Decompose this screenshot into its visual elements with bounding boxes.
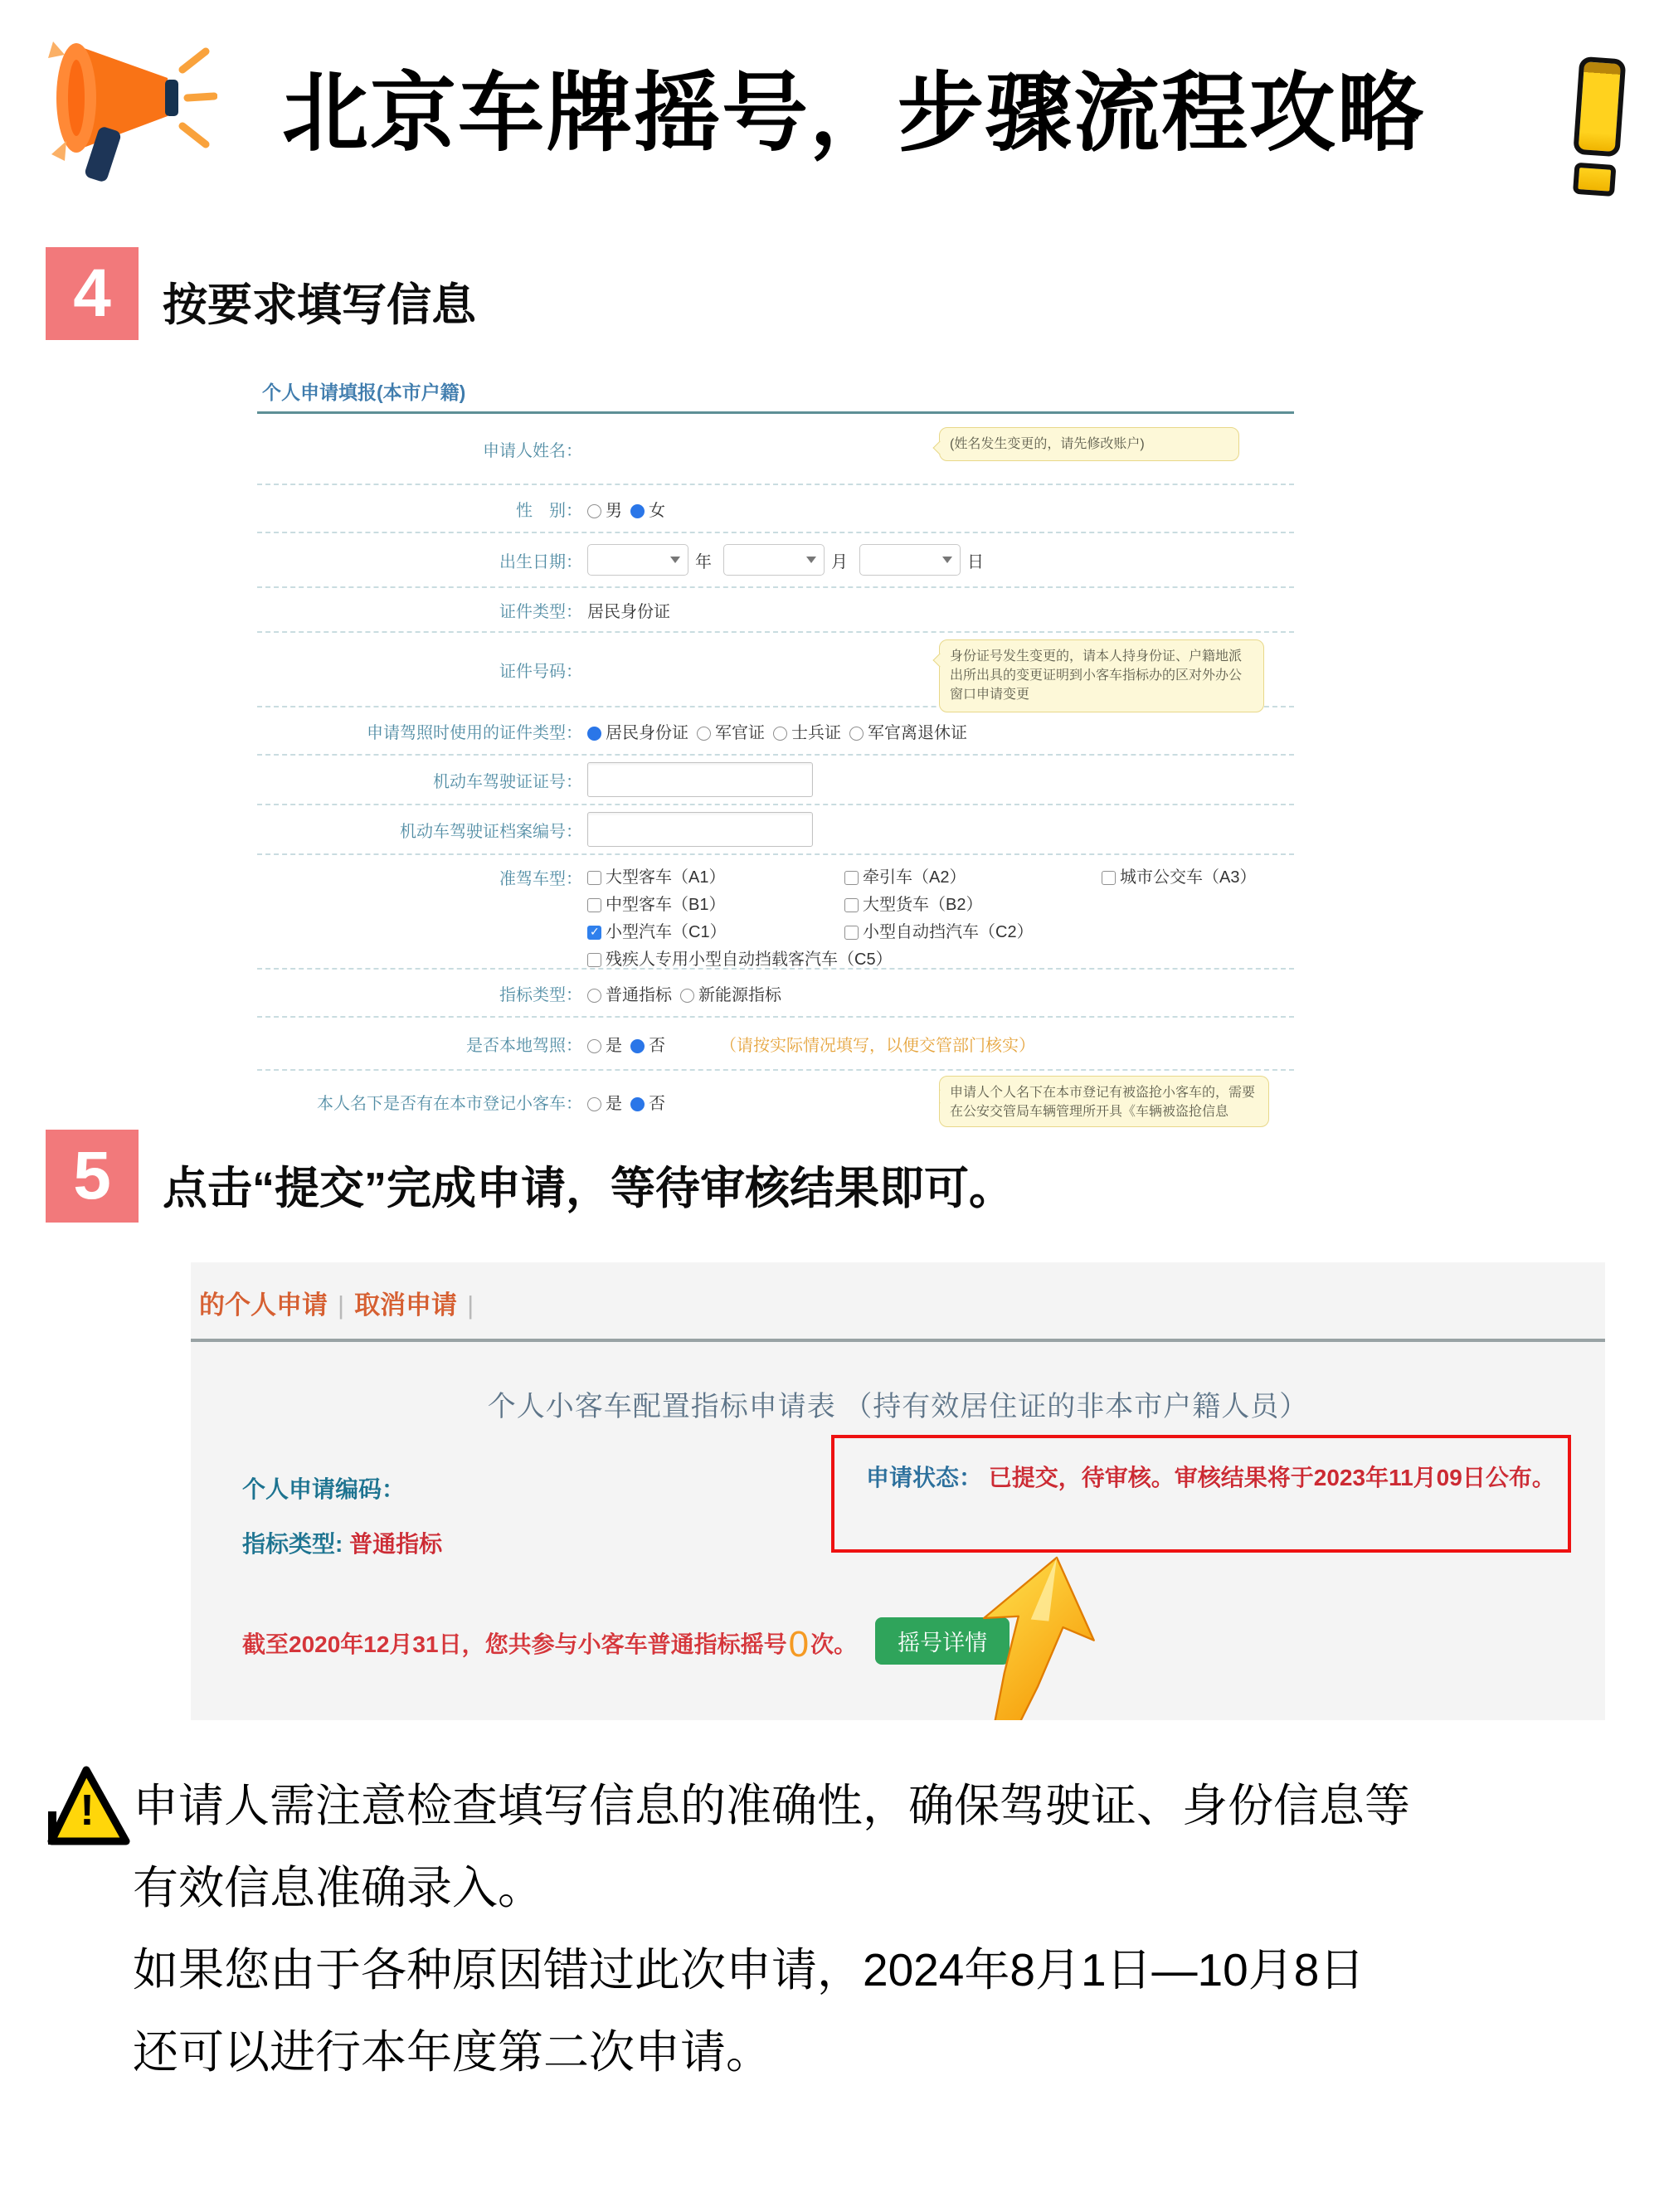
exclamation-icon [1553, 55, 1655, 214]
owncar-no-radio[interactable] [630, 1090, 665, 1114]
checkbox-icon [844, 898, 859, 912]
quota-type-label: 指标类型: [242, 1531, 350, 1557]
divider-rule [191, 1339, 1605, 1342]
option-label: 否 [649, 1094, 665, 1113]
quota-type-line [242, 1526, 442, 1559]
vehicle-c2-checkbox[interactable] [844, 918, 1093, 942]
application-table-title: 个人小客车配置指标申请表 （持有效居住证的非本市户籍人员） [487, 1392, 1309, 1422]
quota-type-label: 指标类型： [499, 985, 582, 1004]
application-form-screenshot [257, 371, 1294, 1130]
checkbox-icon [844, 871, 859, 885]
birth-month-select[interactable] [723, 544, 825, 576]
option-label: 城市公交车（A3） [1120, 868, 1257, 887]
option-label: 新能源指标 [698, 985, 781, 1004]
radio-selected-icon [630, 1097, 645, 1111]
step5-title: 点击“提交”完成申请，等待审核结果即可。 [163, 1164, 1014, 1213]
option-label: 否 [649, 1036, 665, 1055]
gender-male-radio[interactable] [587, 497, 622, 521]
application-status-box [831, 1435, 1571, 1553]
form-row-driver-number [257, 756, 1294, 805]
local-yes-radio[interactable] [587, 1032, 622, 1056]
form-row-own-car [257, 1071, 1294, 1130]
birth-day-select[interactable] [859, 544, 961, 576]
radio-icon [587, 1097, 601, 1111]
radio-icon [849, 727, 864, 741]
driver-number-input[interactable] [587, 762, 813, 797]
checkbox-icon [587, 898, 601, 912]
checkbox-icon [587, 871, 601, 885]
gender-female-radio[interactable] [630, 497, 665, 521]
application-code-label: 个人申请编码： [242, 1476, 406, 1502]
own-car-tooltip: 申请人个人名下在本市登记有被盗抢小客车的，需要在公安交管局车辆管理所开具《车辆被盗抢信息 [939, 1076, 1269, 1127]
highlight-arrow-icon [962, 1554, 1103, 1720]
option-label: 普通指标 [606, 985, 672, 1004]
option-label: 大型货车（B2） [863, 896, 983, 914]
form-row-birthdate [257, 533, 1294, 588]
lottery-count: 0 [788, 1624, 810, 1665]
driver-file-label: 机动车驾驶证档案编号： [400, 822, 582, 841]
radio-selected-icon [630, 504, 645, 518]
radio-selected-icon [630, 1039, 645, 1053]
name-label: 申请人姓名： [483, 441, 582, 460]
form-row-vehicle-class [257, 855, 1294, 970]
driver-file-input[interactable] [587, 812, 813, 847]
name-tooltip: (姓名发生变更的，请先修改账户) [939, 427, 1239, 461]
local-license-hint: （请按实际情况填写，以便交管部门核实） [720, 1036, 1035, 1055]
vehicle-b1-checkbox[interactable] [587, 891, 836, 915]
form-row-quota-type [257, 970, 1294, 1018]
radio-icon [773, 727, 787, 741]
vehicle-c5-checkbox[interactable] [587, 946, 893, 970]
day-unit: 日 [967, 552, 984, 571]
local-license-label: 是否本地驾照： [466, 1036, 582, 1055]
option-label: 残疾人专用小型自动挡载客汽车（C5） [606, 950, 893, 969]
option-label: 是 [606, 1094, 622, 1113]
checkbox-icon [1102, 871, 1116, 885]
radio-selected-icon [587, 727, 601, 741]
svg-text:!: ! [80, 1787, 95, 1835]
breadcrumb [199, 1284, 484, 1321]
license-cert-option-1[interactable] [587, 719, 688, 743]
vehicle-b2-checkbox[interactable] [844, 891, 1093, 915]
birth-year-select[interactable] [587, 544, 688, 576]
form-row-local-license [257, 1018, 1294, 1071]
nav-link-cancel-application[interactable]: 取消申请 [354, 1291, 458, 1320]
exclamation-dot [1573, 163, 1617, 197]
nav-divider: | [467, 1291, 474, 1320]
option-label: 是 [606, 1036, 622, 1055]
gender-male-label: 男 [606, 501, 622, 520]
form-row-gender [257, 485, 1294, 533]
radio-icon [587, 504, 601, 518]
chevron-down-icon [942, 557, 952, 563]
quota-ev-radio[interactable] [680, 981, 781, 1005]
license-cert-option-3[interactable] [773, 719, 841, 743]
idtype-value: 居民身份证 [587, 602, 670, 621]
option-label: 士兵证 [791, 723, 841, 742]
warning-line: 申请人需注意检查填写信息的准确性，确保驾驶证、身份信息等 [133, 1780, 1411, 1831]
birthdate-label: 出生日期： [499, 552, 582, 571]
gender-female-label: 女 [649, 501, 665, 520]
idnumber-label: 证件号码： [499, 662, 582, 681]
lottery-detail-button[interactable]: 摇号详情 [875, 1617, 1010, 1665]
page-title: 北京车牌摇号，步骤流程攻略 [282, 66, 1426, 162]
license-cert-option-2[interactable] [697, 719, 765, 743]
option-label: 居民身份证 [606, 723, 688, 742]
lottery-count-line [242, 1617, 1010, 1665]
checkbox-checked-icon [587, 926, 601, 940]
status-label: 申请状态： [866, 1465, 989, 1490]
month-unit: 月 [831, 552, 848, 571]
quota-type-value: 普通指标 [349, 1531, 443, 1557]
lottery-suffix: 次。 [810, 1631, 858, 1657]
nav-divider: | [338, 1291, 345, 1320]
chevron-down-icon [670, 557, 680, 563]
own-car-label: 本人名下是否有在本市登记小客车： [317, 1094, 582, 1113]
quota-normal-radio[interactable] [587, 981, 672, 1005]
nav-link-personal-application[interactable]: 的个人申请 [199, 1291, 328, 1320]
option-label: 大型客车（A1） [606, 868, 726, 887]
checkbox-icon [587, 953, 601, 967]
form-row-idtype [257, 588, 1294, 633]
warning-line: 有效信息准确录入。 [133, 1862, 544, 1913]
warning-text [133, 1765, 1626, 2093]
radio-icon [697, 727, 711, 741]
owncar-yes-radio[interactable] [587, 1090, 622, 1114]
vehicle-a2-checkbox[interactable] [844, 863, 1093, 887]
form-row-name [257, 414, 1294, 485]
idnumber-tooltip: 身份证号发生变更的，请本人持身份证、户籍地派出所出具的变更证明到小客车指标办的区对外办公窗口申请变更 [939, 639, 1264, 712]
step5-badge: 5 [46, 1130, 139, 1223]
radio-icon [680, 989, 694, 1003]
local-no-radio[interactable] [630, 1032, 665, 1056]
license-cert-option-4[interactable] [849, 719, 967, 743]
vehicle-class-label: 准驾车型： [499, 870, 582, 888]
option-label: 中型客车（B1） [606, 896, 726, 914]
warning-icon [43, 1765, 133, 1850]
license-cert-label: 申请驾照时使用的证件类型： [367, 723, 582, 742]
vehicle-class-options [587, 862, 1294, 971]
idtype-label: 证件类型： [499, 602, 582, 621]
radio-icon [587, 989, 601, 1003]
form-row-license-certificate [257, 707, 1294, 756]
checkbox-icon [844, 926, 859, 940]
vehicle-c1-checkbox[interactable] [587, 918, 836, 942]
year-unit: 年 [695, 552, 712, 571]
form-section-title: 个人申请填报(本市户籍) [257, 371, 1294, 414]
radio-icon [587, 1039, 601, 1053]
status-value: 已提交，待审核。审核结果将于2023年11月09日公布。 [988, 1465, 1555, 1490]
step4-title: 按要求填写信息 [163, 280, 476, 330]
chevron-down-icon [806, 557, 816, 563]
lottery-prefix: 截至2020年12月31日，您共参与小客车普通指标摇号 [242, 1631, 787, 1657]
exclamation-bar [1573, 56, 1626, 158]
option-label: 牵引车（A2） [863, 868, 966, 887]
option-label: 小型自动挡汽车（C2） [863, 923, 1034, 941]
option-label: 军官证 [715, 723, 765, 742]
vehicle-a3-checkbox[interactable] [1102, 863, 1294, 887]
gender-label: 性 别： [516, 501, 582, 520]
warning-line: 还可以进行本年度第二次申请。 [133, 2026, 772, 2078]
form-row-idnumber [257, 633, 1294, 707]
megaphone-icon [43, 30, 217, 187]
warning-line: 如果您由于各种原因错过此次申请，2024年8月1日—10月8日 [133, 1944, 1365, 1996]
step4-badge: 4 [46, 247, 139, 340]
submission-result-screenshot [191, 1262, 1605, 1720]
vehicle-a1-checkbox[interactable] [587, 863, 836, 887]
driver-number-label: 机动车驾驶证证号： [433, 772, 582, 791]
option-label: 军官离退休证 [868, 723, 967, 742]
option-label: 小型汽车（C1） [606, 923, 727, 941]
form-row-driver-file [257, 805, 1294, 855]
